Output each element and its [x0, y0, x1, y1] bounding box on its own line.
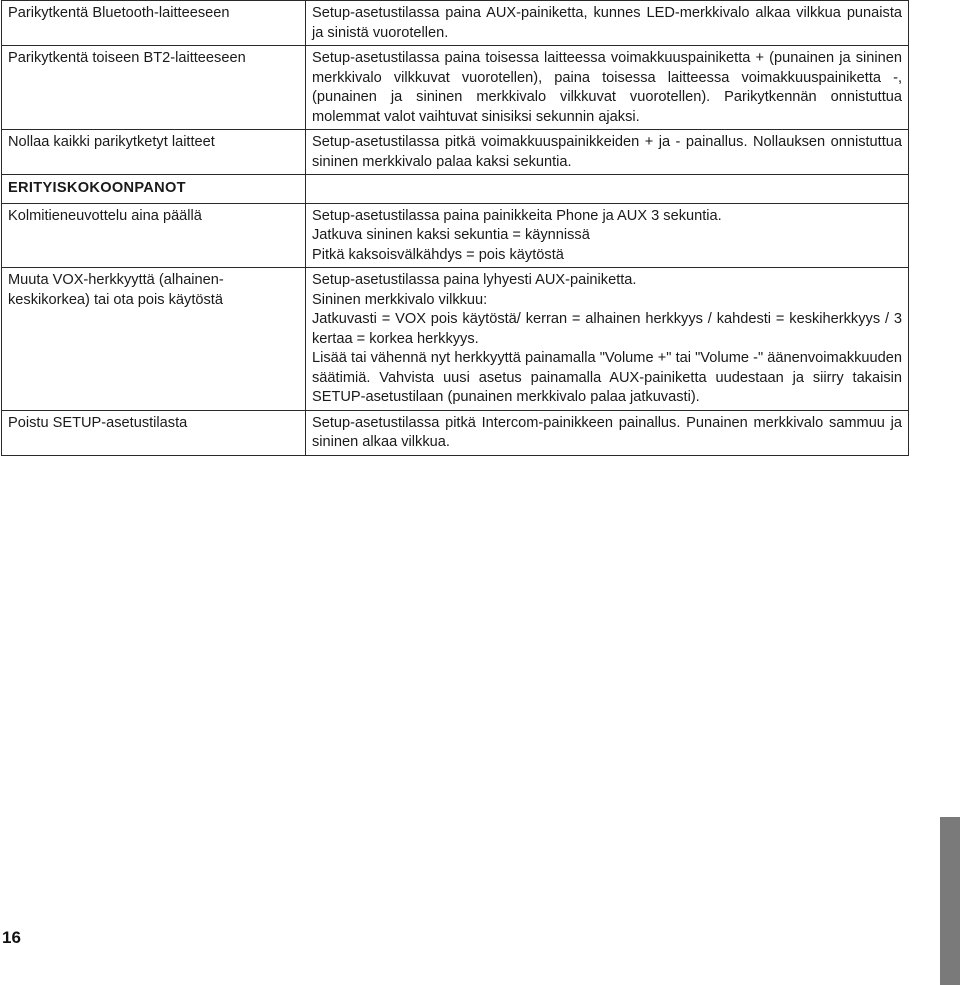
- row-description: [306, 203, 909, 268]
- description-line: Jatkuva sininen kaksi sekuntia = käynnissä: [312, 227, 590, 243]
- row-label: Poistu SETUP-asetustilasta: [2, 410, 306, 455]
- table-row: [2, 1, 909, 46]
- description-line: Lisää tai vähennä nyt herkkyyttä painamalla "Volume +" tai "Volume -" äänenvoimakkuuden säätimiä. Vahvista uusi asetus painamalla AUX-painiketta uudestaan ja siirry takaisin SETUP-asetustilaan (punainen merkkivalo palaa jatkuvasti).: [312, 350, 902, 405]
- description-line: Sininen merkkivalo vilkkuu:: [312, 291, 488, 308]
- table-row: [2, 268, 909, 411]
- row-description: [306, 410, 909, 455]
- table-row: [2, 203, 909, 268]
- row-label: Kolmitieneuvottelu aina päällä: [2, 203, 306, 268]
- section-heading-empty-cell: [306, 175, 909, 204]
- description-line: Jatkuvasti = VOX pois käytöstä/ kerran = alhainen herkkyys / kahdesti = keskiherkkyys / 3 kertaa = korkea herkkyys.: [312, 311, 902, 347]
- page-number: 16: [2, 928, 21, 947]
- description-line: Setup-asetustilassa pitkä Intercom-painikkeen painallus. Punainen merkkivalo sammuu ja sininen alkaa vilkkua.: [312, 414, 902, 450]
- table-row: [2, 410, 909, 455]
- row-label: Muuta VOX-herkkyyttä (alhainen-keskikorkea) tai ota pois käytöstä: [2, 268, 306, 411]
- section-header-row: [2, 175, 909, 204]
- row-description: Setup-asetustilassa paina AUX-painiketta, kunnes LED-merkkivalo alkaa vilkkua punaista ja sinistä vuorotellen.: [306, 1, 909, 46]
- row-label: Parikytkentä Bluetooth-laitteeseen: [2, 1, 306, 46]
- row-label: Parikytkentä toiseen BT2-laitteeseen: [2, 46, 306, 130]
- row-description: Setup-asetustilassa paina toisessa laitteessa voimakkuuspainiketta + (punainen ja sininen merkkivalo vilkkuvat vuorotellen), paina toisessa laitteessa voimakkuuspainiketta -, (punainen ja sininen merkkivalo vilkkuvat vuorotellen). Parikytkennän onnistuttua molemmat valot vaihtuvat sinisiksi sekunnin ajaksi.: [306, 46, 909, 130]
- description-line: Pitkä kaksoisvälkähdys = pois käytöstä: [312, 246, 564, 263]
- table-row: [2, 46, 909, 130]
- section-heading-cell: [2, 175, 306, 204]
- section-heading: ERITYISKOKOONPANOT: [8, 180, 186, 196]
- row-description: Setup-asetustilassa pitkä voimakkuuspainikkeiden + ja - painallus. Nollauksen onnistuttua sininen merkkivalo palaa kaksi sekuntia.: [306, 130, 909, 175]
- description-line: Setup-asetustilassa paina lyhyesti AUX-painiketta.: [312, 272, 637, 288]
- description-line: Setup-asetustilassa paina painikkeita Phone ja AUX 3 sekuntia.: [312, 207, 722, 224]
- row-label: Nollaa kaikki parikytketyt laitteet: [2, 130, 306, 175]
- row-description: [306, 268, 909, 411]
- settings-table: [1, 0, 909, 456]
- chapter-tab-marker: [940, 817, 960, 985]
- table-row: [2, 130, 909, 175]
